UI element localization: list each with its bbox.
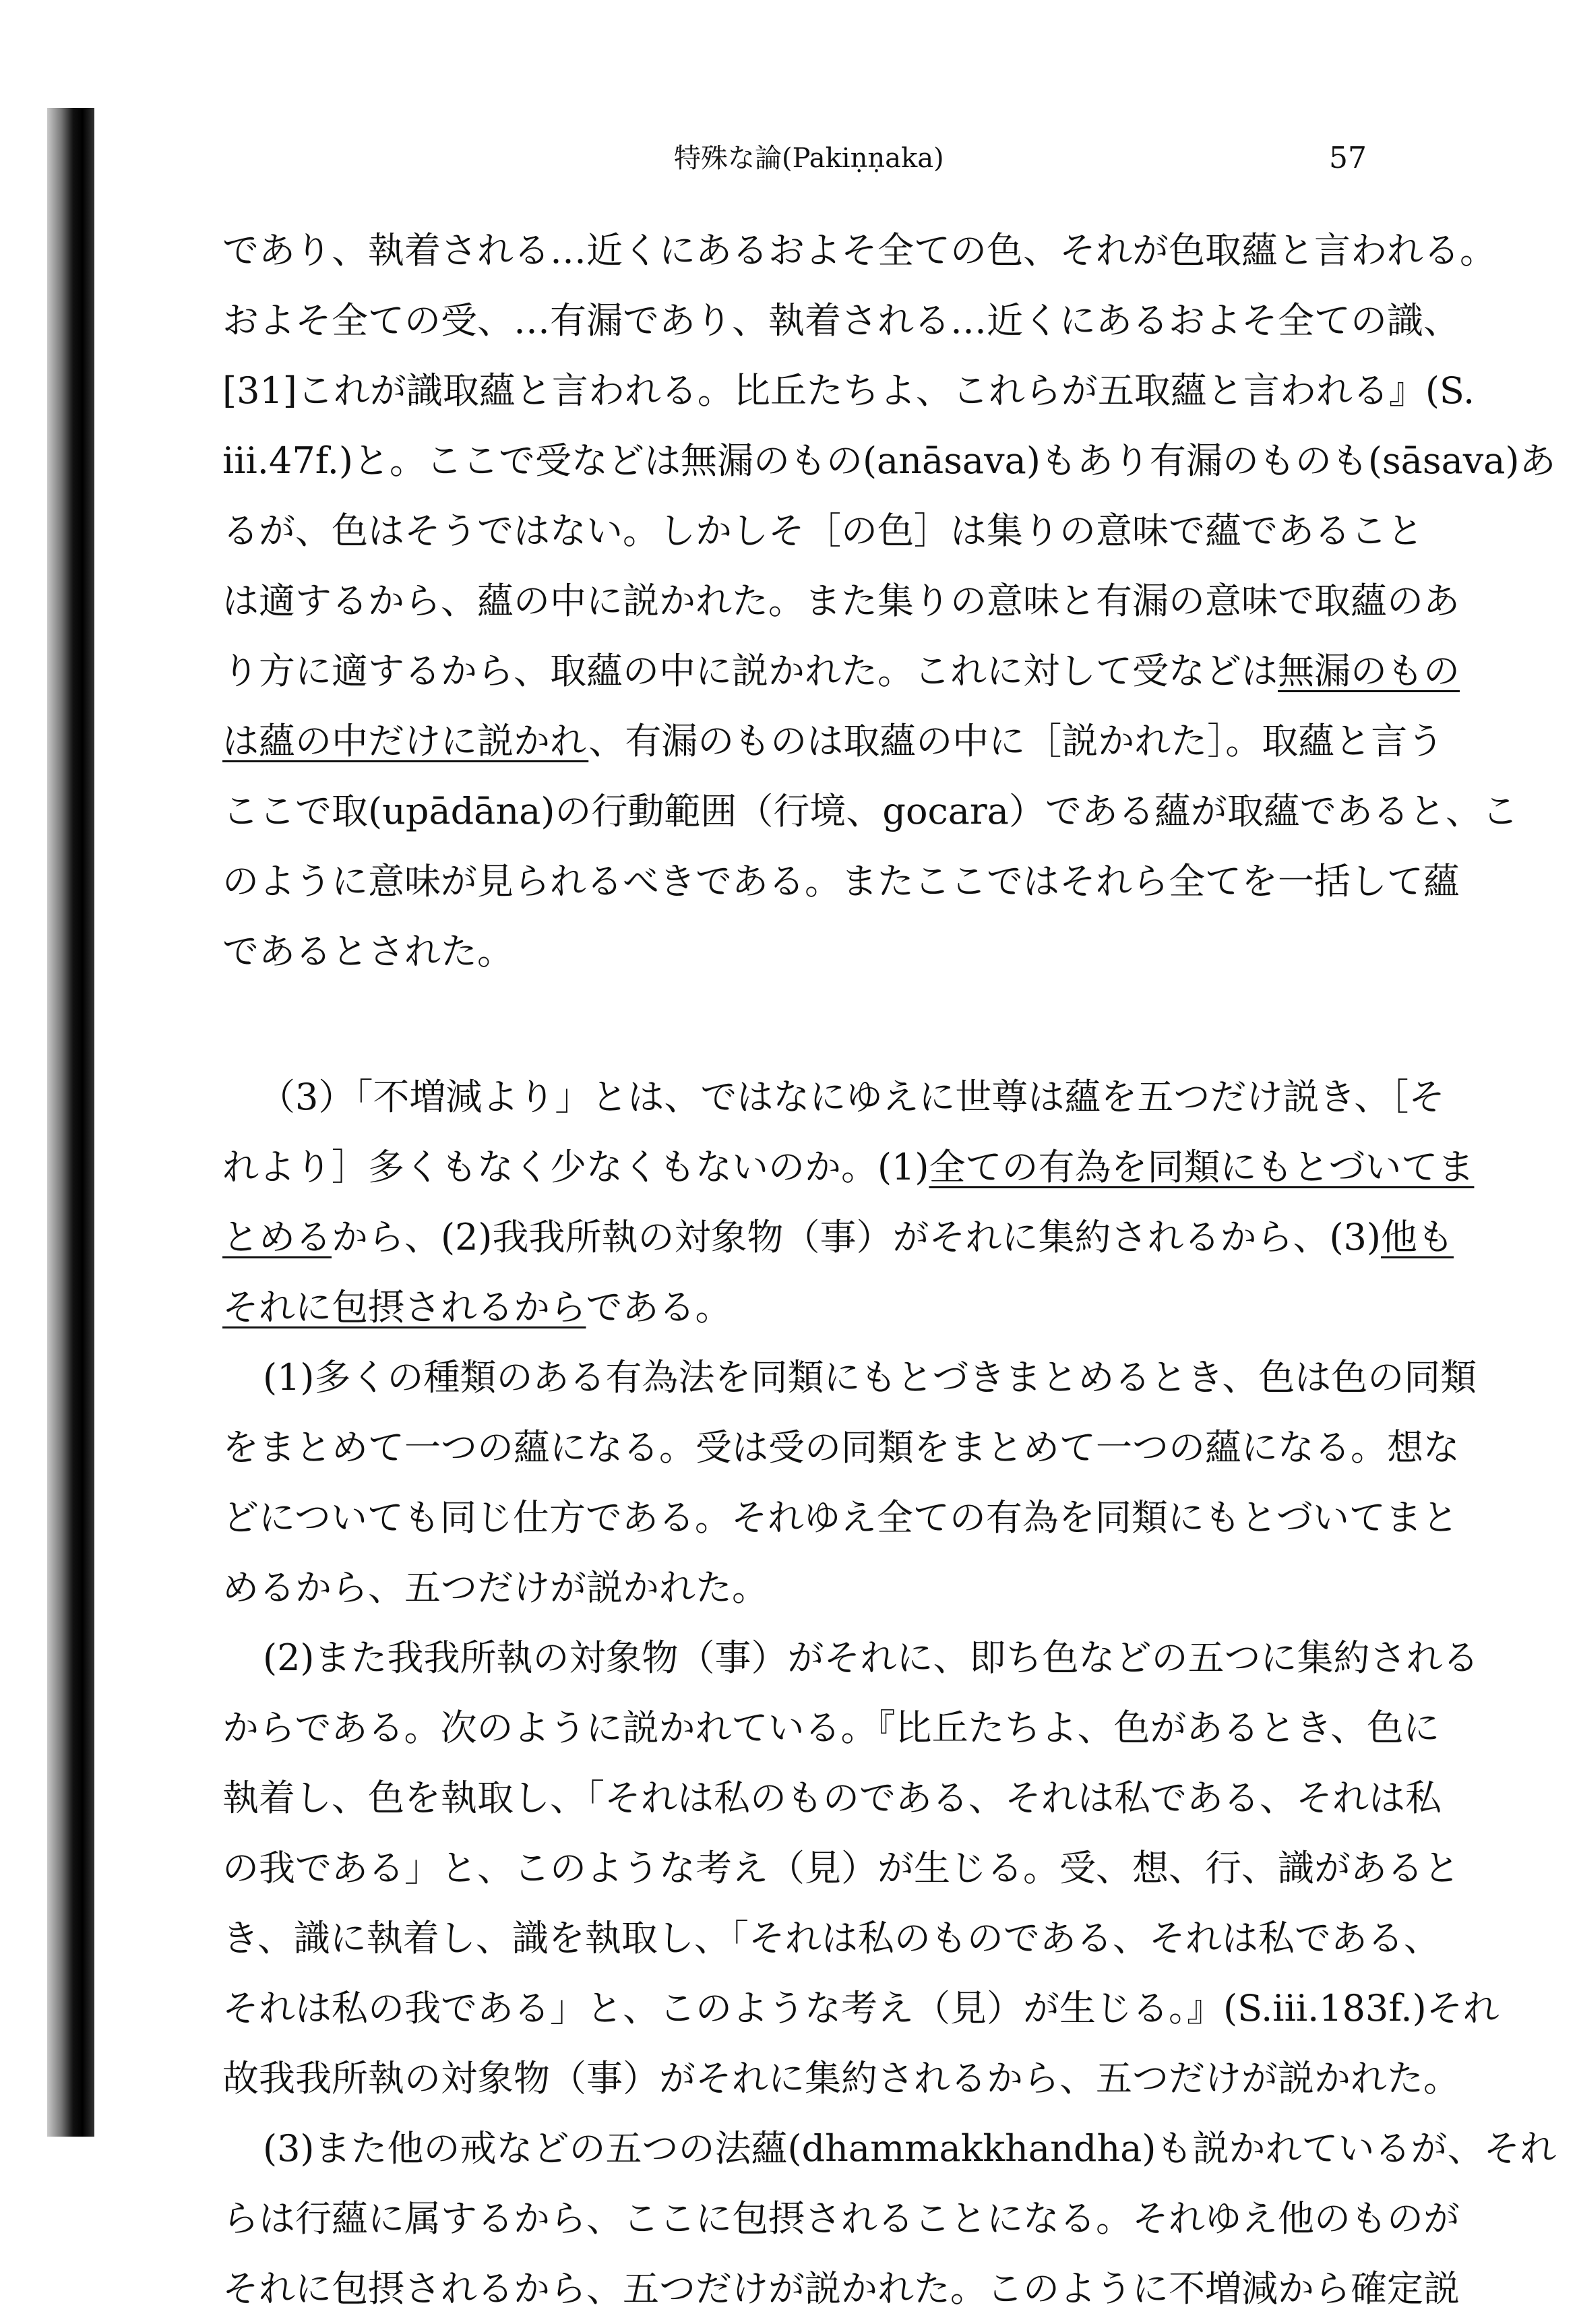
underlined-text: 他も xyxy=(1380,1216,1454,1258)
text-segment: （3）「不増減より」とは、ではなにゆえに世尊は蘊を五つだけ説き、［そ xyxy=(259,1076,1446,1118)
text-line xyxy=(222,1553,1382,1623)
text-line xyxy=(222,2044,1460,2114)
text-line xyxy=(222,1903,1440,1974)
text-segment: らは行蘊に属するから、ここに包摂されることになる。それゆえ他のものが xyxy=(222,2197,1460,2240)
text-segment: の我である」と、このような考え（見）が生じる。受、想、行、識があると xyxy=(222,1847,1460,1889)
text-line xyxy=(222,1343,1477,1413)
text-line xyxy=(222,2254,1460,2324)
text-segment: き、識に執着し、識を執取し、「それは私のものである、それは私である、 xyxy=(222,1917,1440,1959)
text-segment: ここで取(upādāna)の行動範囲（行境、gocara）である蘊が取蘊であると、こ xyxy=(222,790,1518,832)
text-line xyxy=(222,426,1556,496)
text-segment: 、有漏のものは取蘊の中に［説かれた］。取蘊と言う xyxy=(588,720,1444,762)
text-line xyxy=(222,1974,1499,2044)
text-segment: である。 xyxy=(586,1286,732,1328)
text-segment: (1)多くの種類のある有為法を同類にもとづきまとめるとき、色は色の同類 xyxy=(263,1356,1477,1399)
text-segment: それは私の我である」と、このような考え（見）が生じる。』(S.iii.183f.)それ xyxy=(222,1987,1499,2029)
underlined-text: 無漏のもの xyxy=(1278,650,1460,692)
text-line xyxy=(222,1483,1458,1553)
text-segment: るが、色はそうではない。しかしそ［の色］は集りの意味で蘊であること xyxy=(222,510,1423,552)
text-line xyxy=(222,216,1496,286)
text-line xyxy=(222,1273,1382,1343)
text-segment: それに包摂されるから、五つだけが説かれた。このように不増減から確定説 xyxy=(222,2267,1460,2310)
text-segment: のように意味が見られるべきである。またここではそれら全てを一括して蘊 xyxy=(222,860,1460,903)
text-line xyxy=(222,1623,1479,1693)
text-segment: (3)また他の戒などの五つの法蘊(dhammakkhandha)も説かれているが、それ xyxy=(263,2127,1557,2170)
text-segment: をまとめて一つの蘊になる。受は受の同類をまとめて一つの蘊になる。想な xyxy=(222,1426,1460,1469)
underlined-text: とめる xyxy=(222,1216,332,1258)
text-line xyxy=(222,847,1460,917)
text-line xyxy=(222,286,1460,356)
underlined-text: 全ての有為を同類にもとづいてま xyxy=(929,1146,1475,1188)
text-line xyxy=(222,1693,1440,1763)
text-segment: およそ全ての受、…有漏であり、執着される…近くにあるおよそ全ての識、 xyxy=(222,299,1460,342)
text-segment: 故我我所執の対象物（事）がそれに集約されるから、五つだけが説かれた。 xyxy=(222,2057,1460,2100)
text-line xyxy=(222,566,1460,636)
paragraph-gap xyxy=(222,987,1382,1062)
text-segment: は適するから、蘊の中に説かれた。また集りの意味と有漏の意味で取蘊のあ xyxy=(222,580,1460,622)
text-line xyxy=(222,636,1460,706)
text-segment: [31]これが識取蘊と言われる。比丘たちよ、これらが五取蘊と言われる』(S. xyxy=(222,369,1475,412)
text-line xyxy=(222,706,1444,776)
text-segment: であり、執着される…近くにあるおよそ全ての色、それが色取蘊と言われる。 xyxy=(222,229,1496,272)
text-segment: (2)また我我所執の対象物（事）がそれに、即ち色などの五つに集約される xyxy=(263,1637,1479,1679)
text-segment: り方に適するから、取蘊の中に説かれた。これに対して受などは xyxy=(222,650,1278,692)
text-segment: どについても同じ仕方である。それゆえ全ての有為を同類にもとづいてまと xyxy=(222,1496,1458,1539)
text-segment: れより］多くもなく少なくもないのか。(1) xyxy=(222,1146,929,1188)
text-line xyxy=(222,496,1423,566)
text-line xyxy=(222,1132,1475,1202)
text-segment: iii.47f.)と。ここで受などは無漏のもの(anāsava)もあり有漏のものも(sāsava)あ xyxy=(222,439,1556,482)
underlined-text: は蘊の中だけに説かれ xyxy=(222,720,589,762)
text-line xyxy=(222,1413,1460,1483)
page-number: 57 xyxy=(1329,141,1367,175)
text-line xyxy=(222,1763,1442,1833)
text-line xyxy=(222,1062,1446,1132)
underlined-text: それに包摂されるから xyxy=(222,1286,586,1328)
text-line xyxy=(222,1202,1454,1273)
text-line xyxy=(222,1833,1460,1903)
text-line xyxy=(222,356,1475,426)
text-line xyxy=(222,2184,1460,2254)
page-header xyxy=(0,135,1577,182)
scan-binding-shadow xyxy=(47,108,94,2137)
running-title: 特殊な論(Pakiṇṇaka) xyxy=(674,143,944,174)
text-segment: であるとされた。 xyxy=(222,930,514,973)
text-line xyxy=(222,2114,1557,2184)
text-line xyxy=(222,917,1382,987)
text-segment: 執着し、色を執取し、「それは私のものである、それは私である、それは私 xyxy=(222,1777,1442,1819)
text-line xyxy=(222,776,1518,847)
text-segment: めるから、五つだけが説かれた。 xyxy=(222,1566,768,1609)
body-text xyxy=(222,216,1557,2324)
text-segment: からである。次のように説かれている。『比丘たちよ、色があるとき、色に xyxy=(222,1707,1440,1749)
text-segment: から、(2)我我所執の対象物（事）がそれに集約されるから、(3) xyxy=(332,1216,1381,1258)
